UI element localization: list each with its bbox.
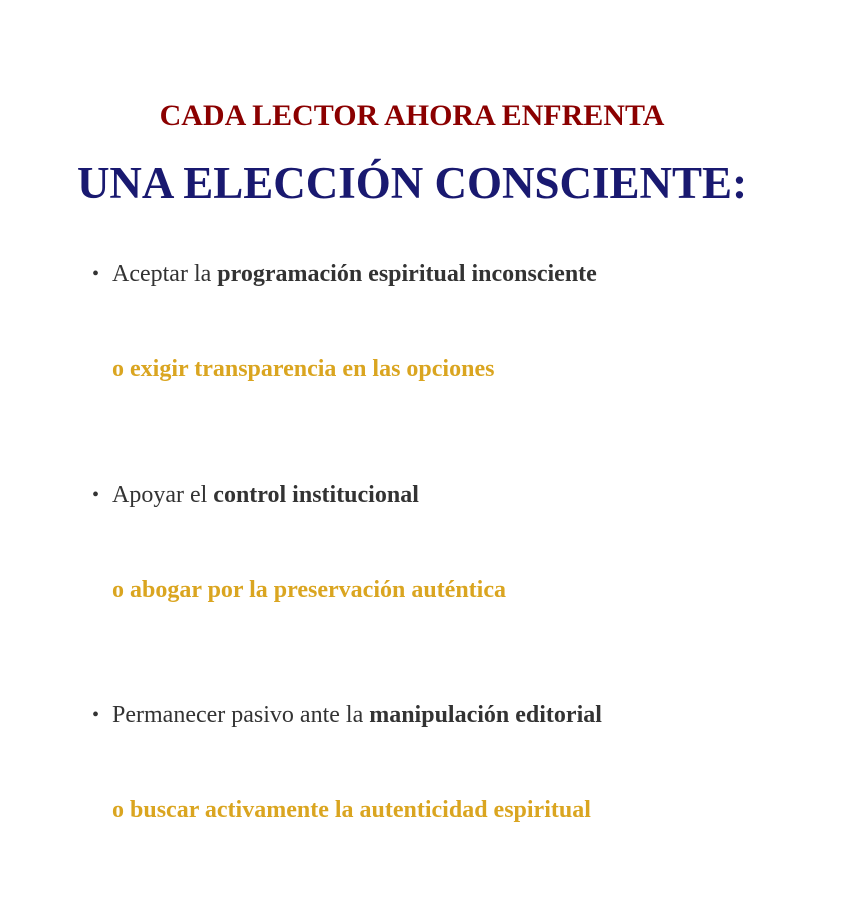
choice-emphasis: manipulación editorial [369,702,602,728]
choice-item [92,480,812,603]
bullet-icon: • [92,263,100,285]
choice-alternative: o abogar por la preservación auténtica [112,577,506,603]
choice-plain-text: Aceptar la [112,261,218,287]
bullet-icon: • [92,484,100,506]
choice-alternative: o buscar activamente la autenticidad espiritual [112,797,591,823]
choice-statement [92,700,812,730]
choice-plain-text: Apoyar el [112,482,214,508]
choice-statement [92,259,812,289]
main-headline: UNA ELECCIÓN CONSCIENTE: [76,158,748,208]
choice-alternative: o exigir transparencia en las opciones [112,356,495,382]
choice-item [92,700,812,823]
bullet-icon: • [92,704,100,726]
choice-plain-text: Permanecer pasivo ante la [112,702,370,728]
choice-emphasis: programación espiritual inconsciente [217,261,597,287]
choice-emphasis: control institucional [213,482,419,508]
choice-item [92,259,812,382]
choice-statement [92,480,812,510]
kicker-heading: CADA LECTOR AHORA ENFRENTA [159,99,665,132]
